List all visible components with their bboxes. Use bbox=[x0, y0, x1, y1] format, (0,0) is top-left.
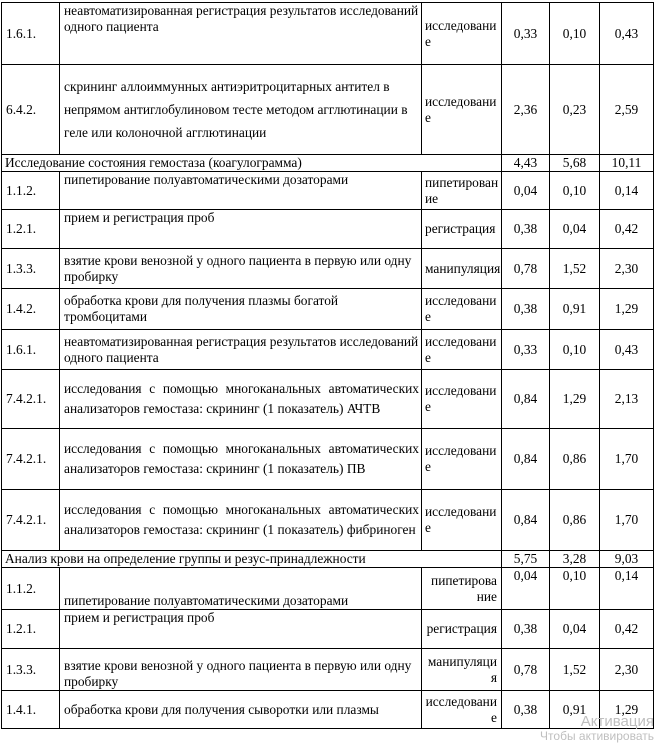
value-1: 0,38 bbox=[502, 210, 550, 249]
value-3: 0,43 bbox=[600, 3, 654, 65]
table-row bbox=[2, 649, 654, 691]
table-row bbox=[2, 330, 654, 370]
service-unit: пипетирование bbox=[422, 568, 502, 610]
service-name: обработка крови для получения сыворотки или плазмы bbox=[60, 691, 422, 729]
value-2: 0,10 bbox=[550, 3, 600, 65]
table-row bbox=[2, 370, 654, 429]
service-name: прием и регистрация проб bbox=[60, 610, 422, 649]
service-code: 1.4.1. bbox=[2, 691, 60, 729]
value-2: 0,86 bbox=[550, 429, 600, 490]
table-row bbox=[2, 568, 654, 610]
service-code: 1.6.1. bbox=[2, 330, 60, 370]
service-name: взятие крови венозной у одного пациента в первую или одну пробирку bbox=[60, 249, 422, 289]
service-name: неавтоматизированная регистрация результатов исследований одного пациента bbox=[60, 330, 422, 370]
value-1: 0,84 bbox=[502, 370, 550, 429]
price-table bbox=[1, 2, 654, 729]
value-2: 0,04 bbox=[550, 210, 600, 249]
value-2: 1,52 bbox=[550, 649, 600, 691]
service-unit: манипуляция bbox=[422, 249, 502, 289]
service-unit: исследование bbox=[422, 429, 502, 490]
table-row bbox=[2, 691, 654, 729]
value-1: 0,38 bbox=[502, 691, 550, 729]
value-2: 0,10 bbox=[550, 172, 600, 210]
table-row bbox=[2, 65, 654, 155]
value-3: 0,14 bbox=[600, 172, 654, 210]
section-title: Анализ крови на определение группы и резус-принадлежности bbox=[2, 551, 502, 568]
service-unit: регистрация bbox=[422, 610, 502, 649]
service-name: исследования с помощью многоканальных автоматических анализаторов гемостаза: скрининг (1 показатель) фибриноген bbox=[60, 490, 422, 551]
table-row bbox=[2, 3, 654, 65]
value-2: 1,52 bbox=[550, 249, 600, 289]
value-3: 1,29 bbox=[600, 691, 654, 729]
value-3: 2,13 bbox=[600, 370, 654, 429]
service-unit: исследование bbox=[422, 330, 502, 370]
value-2: 0,91 bbox=[550, 691, 600, 729]
value-1: 0,84 bbox=[502, 429, 550, 490]
table-row bbox=[2, 289, 654, 330]
service-code: 1.1.2. bbox=[2, 568, 60, 610]
table-row bbox=[2, 610, 654, 649]
value-3: 0,42 bbox=[600, 610, 654, 649]
section-value-2: 5,68 bbox=[550, 155, 600, 172]
value-3: 2,30 bbox=[600, 249, 654, 289]
service-name: пипетирование полуавтоматическими дозаторами bbox=[60, 172, 422, 210]
value-2: 0,91 bbox=[550, 289, 600, 330]
service-code: 1.3.3. bbox=[2, 249, 60, 289]
watermark-line-2: Чтобы активировать bbox=[540, 729, 654, 743]
service-unit: исследование bbox=[422, 490, 502, 551]
value-3: 1,70 bbox=[600, 429, 654, 490]
table-row bbox=[2, 210, 654, 249]
service-code: 1.6.1. bbox=[2, 3, 60, 65]
section-row bbox=[2, 155, 654, 172]
watermark-line-1: Активация bbox=[580, 713, 654, 730]
value-1: 0,38 bbox=[502, 289, 550, 330]
service-name: прием и регистрация проб bbox=[60, 210, 422, 249]
value-1: 0,33 bbox=[502, 330, 550, 370]
value-3: 0,14 bbox=[600, 568, 654, 610]
value-3: 1,29 bbox=[600, 289, 654, 330]
service-unit: пипетирование bbox=[422, 172, 502, 210]
value-1: 0,84 bbox=[502, 490, 550, 551]
value-3: 0,43 bbox=[600, 330, 654, 370]
value-2: 0,86 bbox=[550, 490, 600, 551]
value-3: 0,42 bbox=[600, 210, 654, 249]
service-code: 6.4.2. bbox=[2, 65, 60, 155]
value-3: 2,59 bbox=[600, 65, 654, 155]
value-1: 0,78 bbox=[502, 649, 550, 691]
table-row bbox=[2, 172, 654, 210]
service-unit: регистрация bbox=[422, 210, 502, 249]
table-row bbox=[2, 429, 654, 490]
section-value-1: 4,43 bbox=[502, 155, 550, 172]
section-value-2: 3,28 bbox=[550, 551, 600, 568]
section-row bbox=[2, 551, 654, 568]
value-2: 0,23 bbox=[550, 65, 600, 155]
service-unit: исследование bbox=[422, 65, 502, 155]
value-1: 2,36 bbox=[502, 65, 550, 155]
service-code: 7.4.2.1. bbox=[2, 490, 60, 551]
value-2: 0,04 bbox=[550, 610, 600, 649]
service-code: 1.2.1. bbox=[2, 610, 60, 649]
section-value-1: 5,75 bbox=[502, 551, 550, 568]
service-name: обработка крови для получения плазмы богатой тромбоцитами bbox=[60, 289, 422, 330]
service-code: 1.2.1. bbox=[2, 210, 60, 249]
service-name: скрининг аллоиммунных антиэритроцитарных антител в непрямом антиглобулиновом тесте методом агглютинации в геле или колоночной агглютинации bbox=[60, 65, 422, 155]
service-code: 1.1.2. bbox=[2, 172, 60, 210]
value-1: 0,04 bbox=[502, 568, 550, 610]
table-row bbox=[2, 249, 654, 289]
service-unit: исследование bbox=[422, 691, 502, 729]
service-name: пипетирование полуавтоматическими дозаторами bbox=[60, 568, 422, 610]
value-2: 1,29 bbox=[550, 370, 600, 429]
value-1: 0,38 bbox=[502, 610, 550, 649]
service-name: исследования с помощью многоканальных автоматических анализаторов гемостаза: скрининг (1 показатель) АЧТВ bbox=[60, 370, 422, 429]
table-row bbox=[2, 490, 654, 551]
service-unit: исследование bbox=[422, 370, 502, 429]
service-code: 7.4.2.1. bbox=[2, 370, 60, 429]
section-value-3: 10,11 bbox=[600, 155, 654, 172]
value-1: 0,04 bbox=[502, 172, 550, 210]
service-code: 7.4.2.1. bbox=[2, 429, 60, 490]
value-3: 1,70 bbox=[600, 490, 654, 551]
section-value-3: 9,03 bbox=[600, 551, 654, 568]
service-name: исследования с помощью многоканальных автоматических анализаторов гемостаза: скрининг (1 показатель) ПВ bbox=[60, 429, 422, 490]
service-name: неавтоматизированная регистрация результатов исследований одного пациента bbox=[60, 3, 422, 65]
value-1: 0,78 bbox=[502, 249, 550, 289]
service-code: 1.3.3. bbox=[2, 649, 60, 691]
value-3: 2,30 bbox=[600, 649, 654, 691]
value-2: 0,10 bbox=[550, 330, 600, 370]
service-code: 1.4.2. bbox=[2, 289, 60, 330]
service-name: взятие крови венозной у одного пациента в первую или одну пробирку bbox=[60, 649, 422, 691]
service-unit: исследование bbox=[422, 3, 502, 65]
service-unit: манипуляция bbox=[422, 649, 502, 691]
section-title: Исследование состояния гемостаза (коагулограмма) bbox=[2, 155, 502, 172]
value-2: 0,10 bbox=[550, 568, 600, 610]
value-1: 0,33 bbox=[502, 3, 550, 65]
service-unit: исследование bbox=[422, 289, 502, 330]
